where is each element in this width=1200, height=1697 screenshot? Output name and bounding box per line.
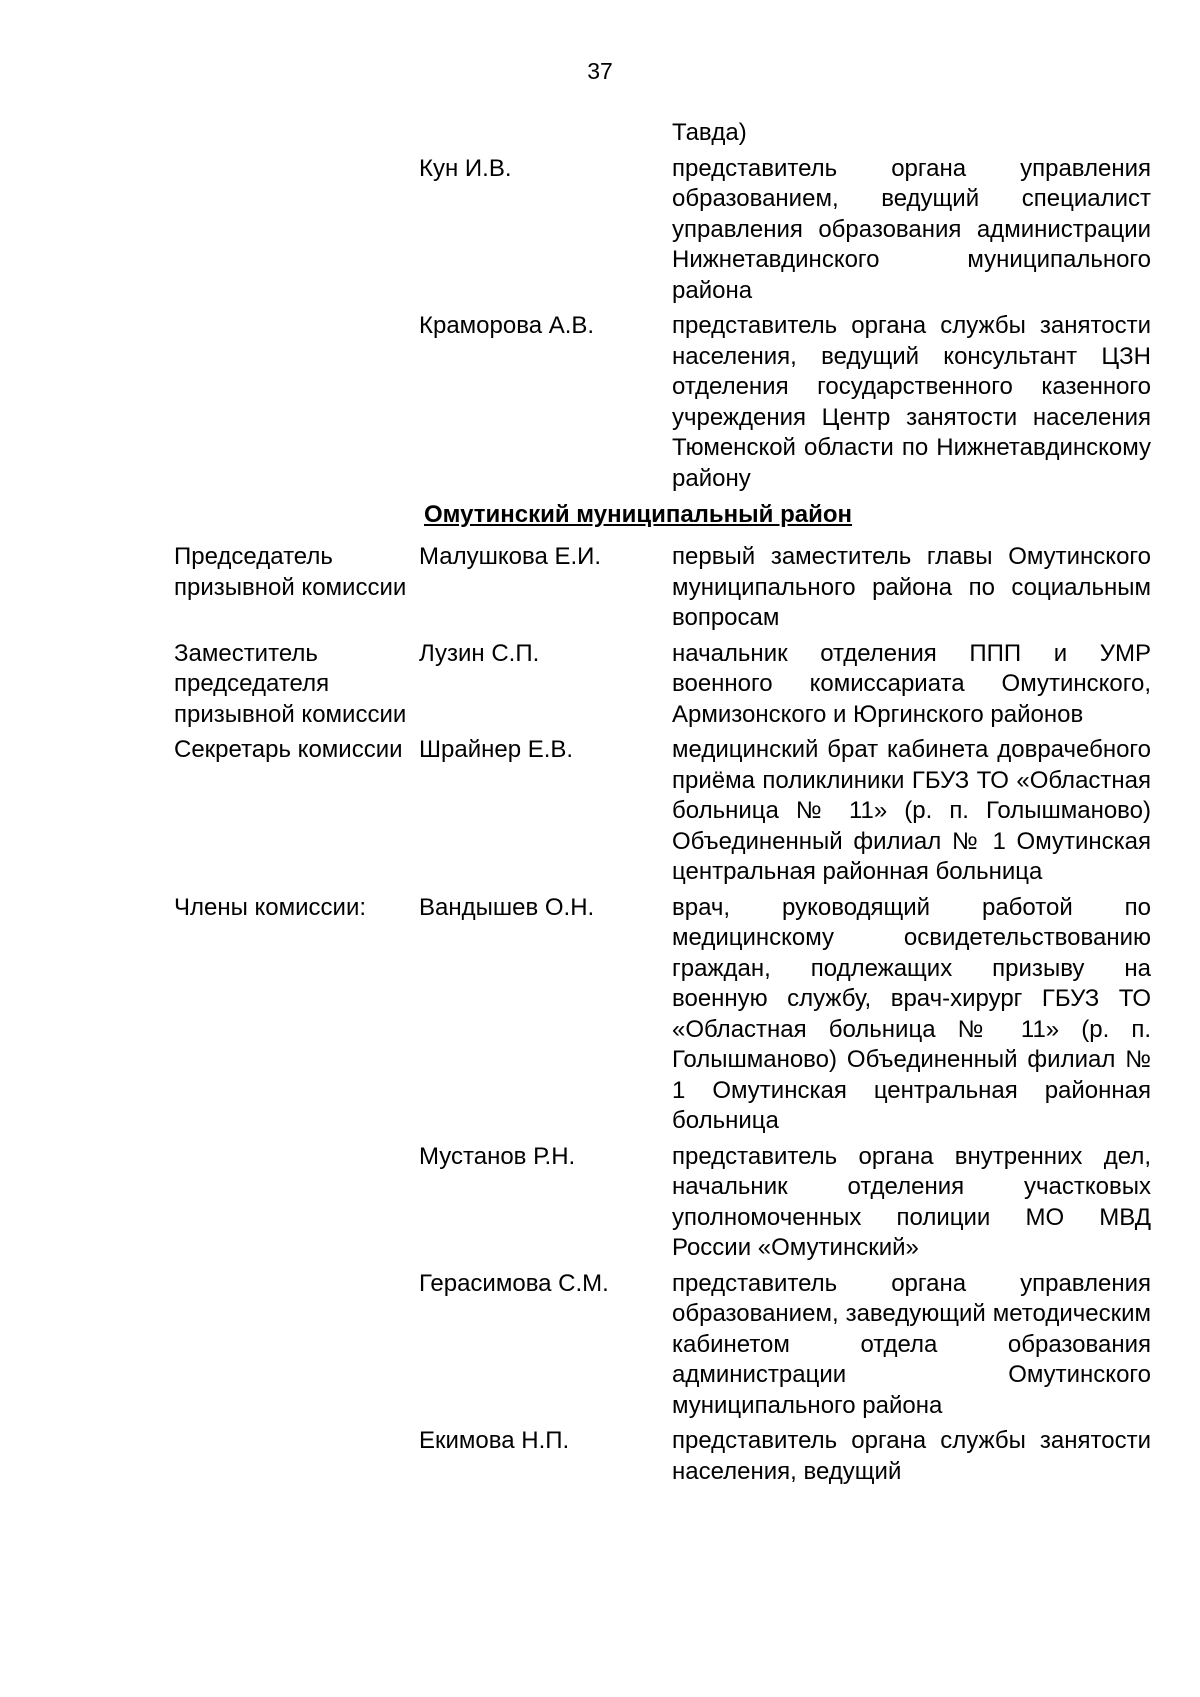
- list-entry: [174, 1269, 1151, 1422]
- entry-name: Шрайнер Е.В.: [419, 736, 574, 763]
- entry-role: Члены комиссии:: [174, 893, 367, 921]
- entry-name: Герасимова С.М.: [419, 1269, 609, 1297]
- entry-description: представитель органа управления образованием, ведущий специалист управления образования администрации Нижнетавдинского муниципального района: [672, 154, 1151, 304]
- entry-name: Екимова Н.П.: [419, 1427, 570, 1454]
- entry-role: Председатель призывной комиссии: [174, 543, 407, 601]
- entry-description: представитель органа внутренних дел, начальник отделения участковых уполномоченных полиции МО МВД России «Омутинский»: [672, 1142, 1151, 1261]
- list-entry: [174, 639, 1151, 731]
- list-entry: [174, 542, 1151, 634]
- list-entry: [174, 311, 1151, 494]
- entry-name: Вандышев О.Н.: [419, 893, 595, 921]
- entry-description: Тавда): [672, 119, 747, 146]
- entry-description: начальник отделения ППП и УМР военного комиссариата Омутинского, Армизонского и Юргинского районов: [672, 639, 1151, 728]
- list-entry: [174, 893, 1151, 1137]
- entry-description: медицинский брат кабинета доврачебного приёма поликлиники ГБУЗ ТО «Областная больница № 11» (р. п. Голышманово) Объединенный филиал № 1 Омутинская центральная районная больница: [672, 736, 1151, 885]
- entry-description: врач, руководящий работой по медицинскому освидетельствованию граждан, подлежащих призыву на военную службу, врач-хирург ГБУЗ ТО «Областная больница № 11» (р. п. Голышманово) Объединенный филиал № 1 Омутинская центральная районная больница: [672, 893, 1151, 1134]
- list-entry: [174, 154, 1151, 307]
- list-entry: [174, 1142, 1151, 1264]
- entry-name: Кун И.В.: [419, 154, 512, 182]
- entry-description: представитель органа службы занятости населения, ведущий: [672, 1427, 1151, 1485]
- entry-name: Краморова А.В.: [419, 312, 595, 339]
- entry-role: Заместитель председателя призывной комиссии: [174, 639, 407, 728]
- list-entry: [174, 1426, 1151, 1487]
- entry-description: первый заместитель главы Омутинского муниципального района по социальным вопросам: [672, 543, 1151, 631]
- entry-name: Лузин С.П.: [419, 639, 540, 667]
- list-entry: [174, 735, 1151, 888]
- section-heading: Омутинский муниципальный район: [424, 501, 853, 528]
- page-number: 37: [587, 58, 613, 84]
- commission-list: [174, 118, 1151, 1492]
- entry-description: представитель органа службы занятости населения, ведущий консультант ЦЗН отделения государственного казенного учреждения Центр занятости населения Тюменской области по Нижнетавдинскому району: [672, 312, 1151, 492]
- entry-description: представитель органа управления образованием, заведующий методическим кабинетом отдела образования администрации Омутинского муниципального района: [672, 1269, 1151, 1419]
- entry-name: Мустанов Р.Н.: [419, 1142, 576, 1170]
- entry-name: Малушкова Е.И.: [419, 543, 602, 570]
- list-entry: [174, 118, 1151, 149]
- entry-role: Секретарь комиссии: [174, 736, 403, 763]
